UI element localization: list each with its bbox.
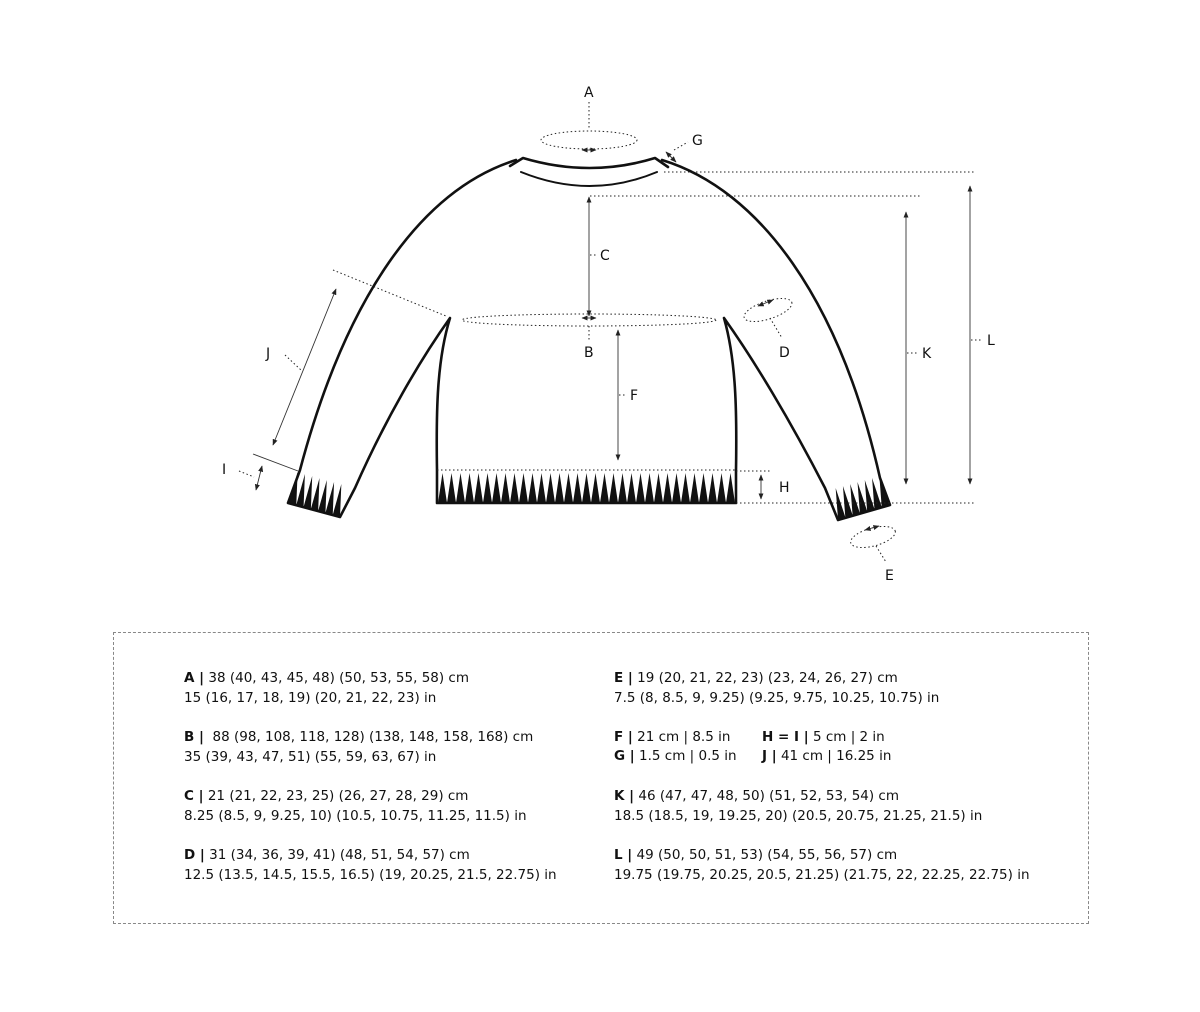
cuff-arrow bbox=[865, 526, 879, 530]
rib-spike bbox=[304, 476, 313, 509]
neckband-outer bbox=[510, 158, 668, 168]
rib-spike bbox=[582, 473, 591, 503]
cuff-circumference-ellipse bbox=[848, 522, 897, 551]
measurement-e: E | 19 (20, 21, 22, 23) (23, 24, 26, 27) cm 7.5 (8, 8.5, 9, 9.25) (9.25, 9.75, 10.25, 10.75) in bbox=[614, 670, 940, 706]
rib-spike bbox=[528, 473, 537, 503]
rib-spike bbox=[501, 473, 510, 503]
rib-spike bbox=[699, 473, 708, 503]
rib-spike bbox=[690, 473, 699, 503]
rib-spike bbox=[333, 484, 342, 517]
neckband-guide bbox=[674, 142, 688, 150]
rib-spike bbox=[289, 472, 298, 505]
rib-spike bbox=[474, 473, 483, 503]
measurement-d: D | 31 (34, 36, 39, 41) (48, 51, 54, 57) cm 12.5 (13.5, 14.5, 15.5, 16.5) (19, 20.25, 21.5, 22.75) in bbox=[184, 847, 557, 883]
rib-spike bbox=[879, 476, 889, 507]
rib-spike bbox=[654, 473, 663, 503]
measurements-table bbox=[113, 632, 1089, 924]
rib-spike bbox=[510, 473, 519, 503]
sleeve-length-arrow bbox=[273, 289, 336, 445]
cuff-depth-guide bbox=[239, 471, 254, 477]
label-a: A bbox=[584, 85, 594, 101]
rib-spike bbox=[483, 473, 492, 503]
rib-spike bbox=[555, 473, 564, 503]
label-b: B bbox=[584, 345, 594, 361]
rib-spike bbox=[546, 473, 555, 503]
rib-spike bbox=[519, 473, 528, 503]
measurement-a: A | 38 (40, 43, 45, 48) (50, 53, 55, 58) cm 15 (16, 17, 18, 19) (20, 21, 22, 23) in bbox=[184, 670, 470, 706]
rib-spike bbox=[717, 473, 726, 503]
rib-spike bbox=[564, 473, 573, 503]
label-g: G bbox=[692, 133, 703, 149]
neck-circumference-ellipse bbox=[541, 131, 637, 149]
rib-spike bbox=[537, 473, 546, 503]
cuff-top-guide bbox=[253, 454, 298, 471]
rib-spike bbox=[311, 478, 320, 511]
neckband-inner bbox=[521, 172, 657, 186]
sleeve-length-guide bbox=[285, 355, 301, 370]
rib-spike bbox=[672, 473, 681, 503]
cuff-guide bbox=[876, 546, 886, 562]
label-e: E bbox=[885, 568, 894, 584]
rib-spike bbox=[456, 473, 465, 503]
rib-spike bbox=[708, 473, 717, 503]
rib-spike bbox=[726, 473, 735, 503]
rib-spike bbox=[681, 473, 690, 503]
measurement-f: F | 21 cm | 8.5 in bbox=[614, 729, 731, 745]
rib-spike bbox=[447, 473, 456, 503]
rib-spike bbox=[618, 473, 627, 503]
rib-spike bbox=[325, 482, 334, 515]
rib-spike bbox=[609, 473, 618, 503]
upper-arm-guide bbox=[770, 318, 782, 338]
rib-spike bbox=[636, 473, 645, 503]
rib-spike bbox=[492, 473, 501, 503]
rib-spike bbox=[318, 480, 327, 513]
label-h: H bbox=[779, 480, 790, 496]
measurement-k: K | 46 (47, 47, 48, 50) (51, 52, 53, 54) cm 18.5 (18.5, 19, 19.25, 20) (20.5, 20.75, 21.25, 21.5) in bbox=[614, 788, 983, 824]
label-i: I bbox=[222, 462, 227, 478]
measurement-j: J | 41 cm | 16.25 in bbox=[762, 748, 892, 764]
rib-spike bbox=[438, 473, 447, 503]
measurement-g: G | 1.5 cm | 0.5 in bbox=[614, 748, 737, 764]
hem-ribbing bbox=[438, 473, 735, 503]
label-d: D bbox=[779, 345, 790, 361]
label-k: K bbox=[922, 346, 932, 362]
rib-spike bbox=[591, 473, 600, 503]
label-l: L bbox=[987, 333, 995, 349]
measurement-h-i: H = I | 5 cm | 2 in bbox=[762, 729, 885, 745]
label-c: C bbox=[600, 248, 610, 264]
label-j: J bbox=[266, 346, 271, 362]
cuff-depth-arrow bbox=[256, 466, 262, 490]
upper-arm-ellipse bbox=[741, 294, 794, 327]
measurement-l: L | 49 (50, 50, 51, 53) (54, 55, 56, 57) cm 19.75 (19.75, 20.25, 20.5, 21.25) (21.75, 22, 22.25, 22.75) in bbox=[614, 847, 1030, 883]
rib-spike bbox=[645, 473, 654, 503]
measurement-b: B | 88 (98, 108, 118, 128) (138, 148, 158, 168) cm 35 (39, 43, 47, 51) (55, 59, 63, 67) in bbox=[184, 729, 534, 765]
rib-spike bbox=[465, 473, 474, 503]
measurement-c: C | 21 (21, 22, 23, 25) (26, 27, 28, 29) cm 8.25 (8.5, 9, 9.25, 10) (10.5, 10.75, 11.25, 11.5) in bbox=[184, 788, 527, 824]
rib-spike bbox=[663, 473, 672, 503]
rib-spike bbox=[573, 473, 582, 503]
rib-spike bbox=[627, 473, 636, 503]
sleeve-top-guide bbox=[333, 270, 446, 316]
label-f: F bbox=[630, 388, 639, 404]
rib-spike bbox=[600, 473, 609, 503]
